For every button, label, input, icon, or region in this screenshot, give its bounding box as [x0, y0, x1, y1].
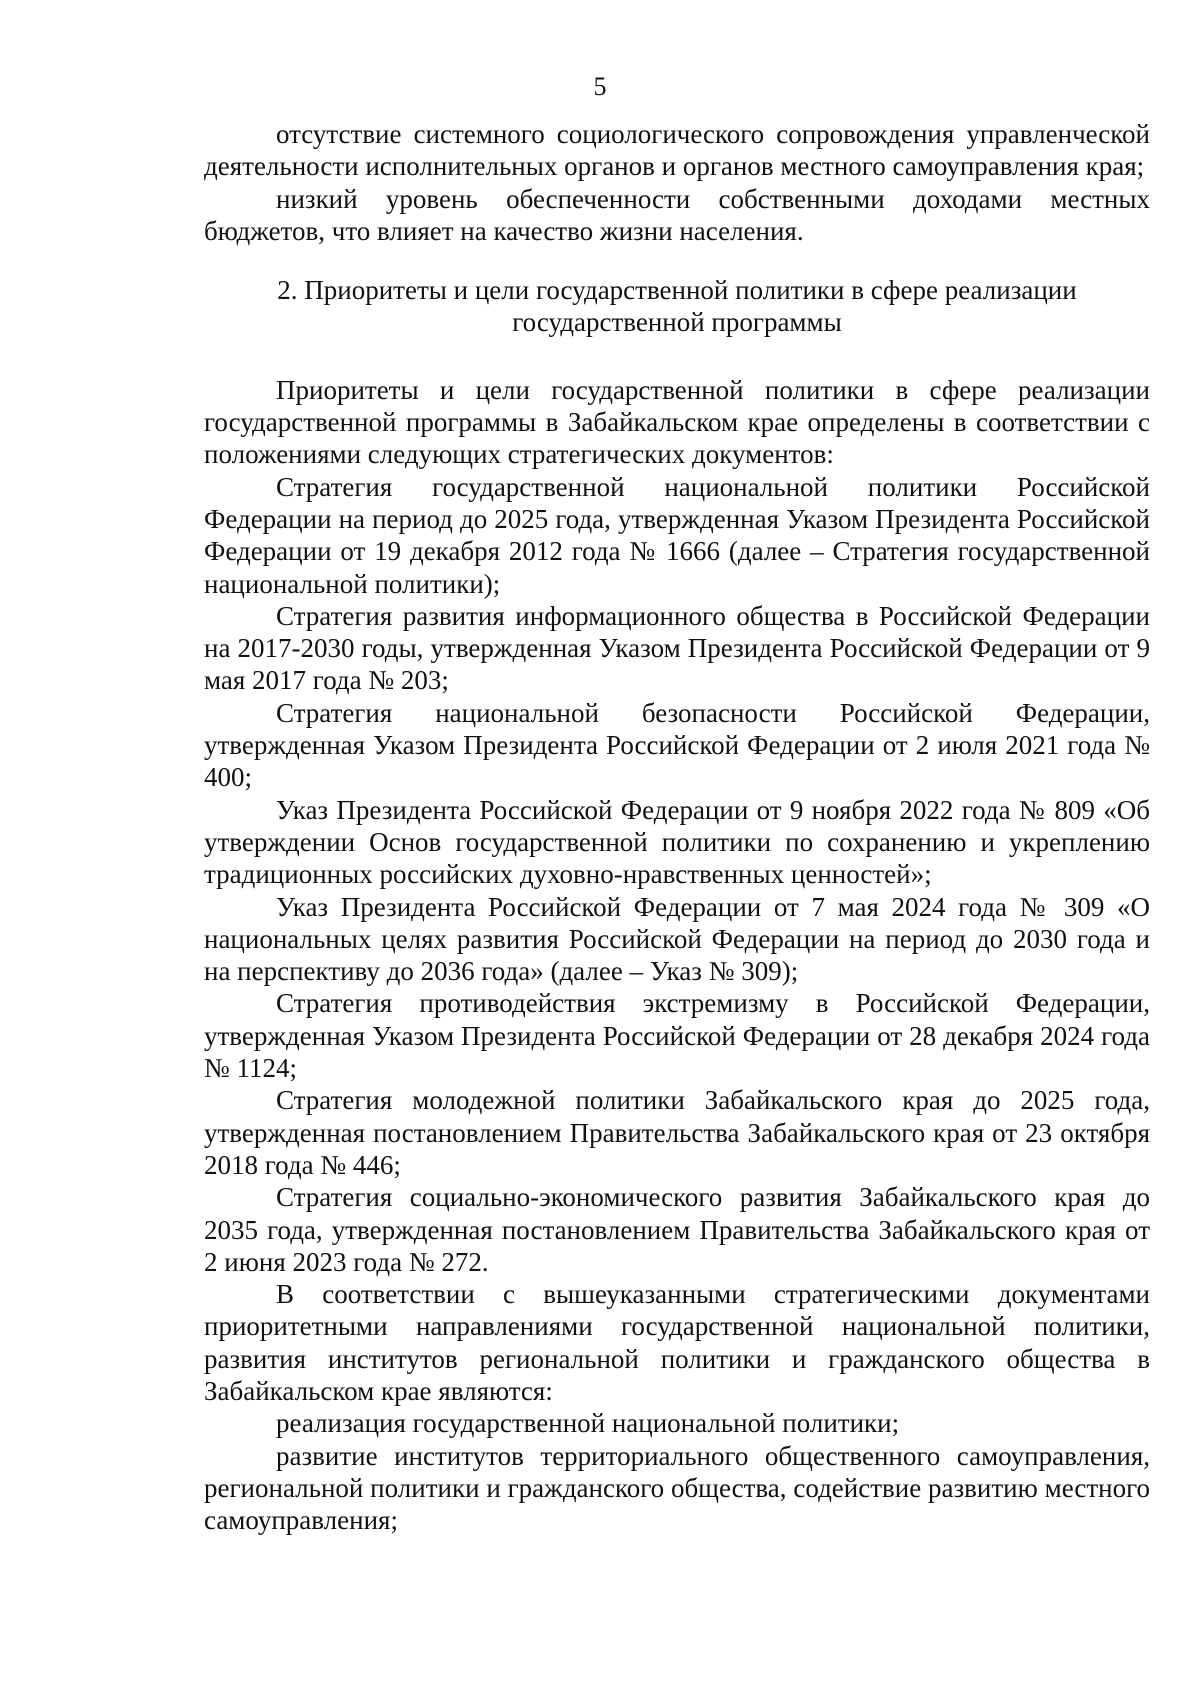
paragraph: Стратегия государственной национальной политики Российской Федерации на период до 2025 года, утвержденная Указом Президента Российской Федерации от 19 декабря 2012 года № 1666 (далее – Стратегия государственной национальной политики);: [204, 471, 1150, 599]
paragraph: отсутствие системного социологического сопровождения управленческой деятельности исполнительных органов и органов местного самоуправления края;: [204, 119, 1150, 182]
paragraph: Указ Президента Российской Федерации от 9 ноября 2022 года № 809 «Об утверждении Основ государственной политики по сохранению и укреплению традиционных российских духовно-нравственных ценностей»;: [204, 794, 1150, 890]
paragraph: Приоритеты и цели государственной политики в сфере реализации государственной программы в Забайкальском крае определены в соответствии с положениями следующих стратегических документов:: [204, 374, 1150, 470]
paragraph: реализация государственной национальной политики;: [276, 1408, 900, 1439]
paragraph: В соответствии с вышеуказанными стратегическими документами приоритетными направлениями государственной национальной политики, развития институтов региональной политики и гражданского общества в Забайкальском крае являются:: [204, 1279, 1150, 1406]
paragraph: Стратегия социально-экономического развития Забайкальского края до 2035 года, утвержденная постановлением Правительства Забайкальского края от 2 июня 2023 года № 272.: [204, 1182, 1150, 1277]
document-body: [204, 118, 1150, 1536]
paragraph: развитие институтов территориального общественного самоуправления, региональной политики и гражданского общества, содействие развитию местного самоуправления;: [204, 1440, 1150, 1536]
section-heading: 2. Приоритеты и цели государственной политики в сфере реализации государственной программы: [277, 275, 1077, 338]
paragraph: Стратегия национальной безопасности Российской Федерации, утвержденная Указом Президента Российской Федерации от 2 июля 2021 года № 400;: [204, 697, 1150, 793]
paragraph: Стратегия развития информационного общества в Российской Федерации на 2017-2030 годы, утвержденная Указом Президента Российской Федерации от 9 мая 2017 года № 203;: [204, 600, 1150, 696]
paragraph: Указ Президента Российской Федерации от 7 мая 2024 года № 309 «О национальных целях развития Российской Федерации на период до 2030 года и на перспективу до 2036 года» (далее – Указ № 309);: [204, 891, 1150, 987]
paragraph: Стратегия противодействия экстремизму в Российской Федерации, утвержденная Указом Президента Российской Федерации от 28 декабря 2024 года № 1124;: [204, 988, 1150, 1084]
paragraph: Стратегия молодежной политики Забайкальского края до 2025 года, утвержденная постановлением Правительства Забайкальского края от 23 октября 2018 года № 446;: [204, 1085, 1150, 1180]
paragraph: низкий уровень обеспеченности собственными доходами местных бюджетов, что влияет на качество жизни населения.: [204, 183, 1150, 246]
page-number: 5: [593, 72, 607, 101]
